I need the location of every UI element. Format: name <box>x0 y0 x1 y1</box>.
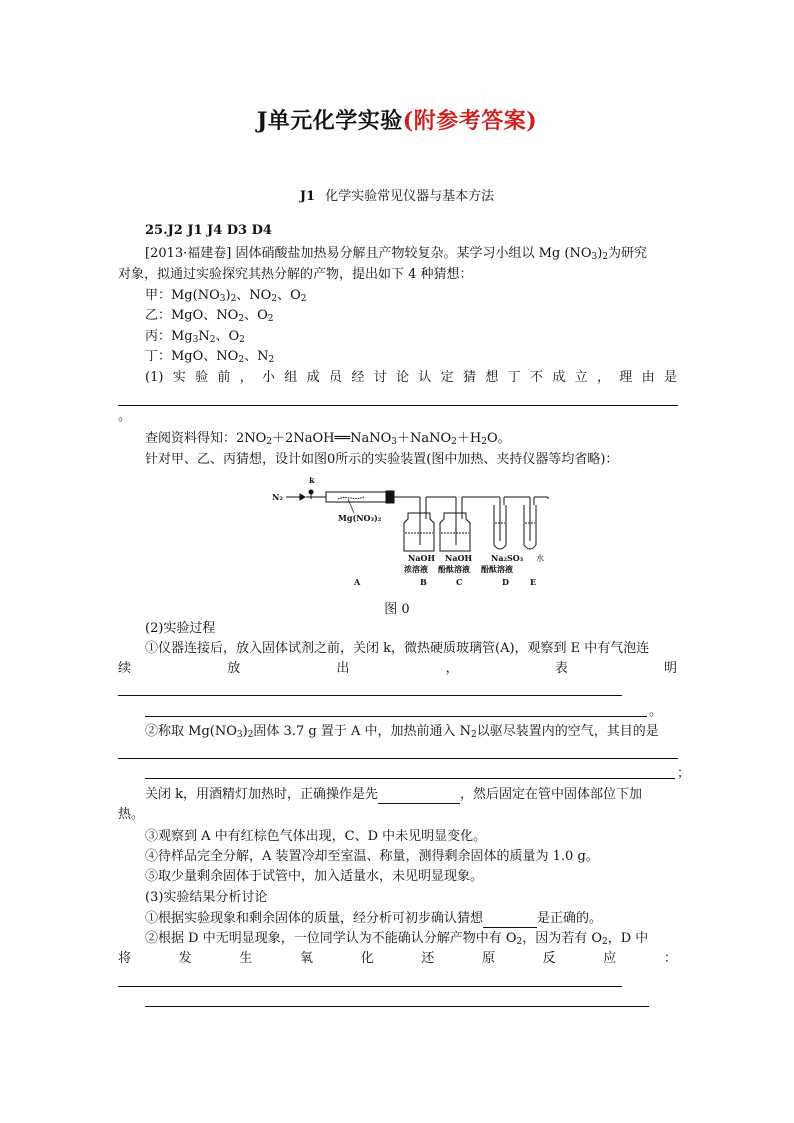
tube-stopper <box>386 491 394 503</box>
mg-label: Mg(NO₃)₂ <box>338 513 382 523</box>
answer-line-step1-b[interactable] <box>145 716 647 717</box>
label-B-1: NaOH <box>408 553 436 563</box>
intro-line-2: 对象，拟通过实验探究其热分解的产物，提出如下 4 种猜想： <box>118 267 473 282</box>
hard-glass-tube-A <box>326 492 386 502</box>
step-5: ⑤取少量剩余固体于试管中，加入适量水，未见明显现象。 <box>145 869 484 884</box>
valve-k-label: k <box>309 477 315 485</box>
intro-line-1: [2013·福建卷] 固体硝酸盐加热易分解且产物较复杂。某学习小组以 Mg $(NO_3)_2$为研究 <box>145 246 648 262</box>
mg-solid-sample <box>338 497 364 499</box>
step-3: ③观察到 A 中有红棕色气体出现，C、D 中未见明显变化。 <box>145 829 487 844</box>
analysis-title: (3)实验结果分析讨论 <box>145 890 268 905</box>
label-E-water: 水 <box>536 554 544 563</box>
guess-ding: 丁：MgO、$NO_2$、$N_2$ <box>145 349 275 365</box>
answer-line-step2-a[interactable] <box>118 758 678 759</box>
bottle-C <box>440 513 470 551</box>
step-1-line-2: 续 放 出 ， 表 明 <box>118 661 677 676</box>
letter-E: E <box>530 577 537 587</box>
answer-line-ana2-a[interactable] <box>118 986 622 987</box>
section-heading <box>0 185 794 204</box>
answer-line-q1[interactable] <box>118 405 678 406</box>
letter-D: D <box>502 577 509 587</box>
inlet-arrow-icon <box>300 494 305 500</box>
step-4: ④待样品完全分解，A 装置冷却至室温、称量，测得剩余固体的质量为 1.0 g。 <box>145 849 599 864</box>
label-C-1: NaOH <box>445 553 473 563</box>
guess-bing: 丙：$Mg_3N_2$、$O_2$ <box>145 329 245 345</box>
analysis-2-line-2: 将 发 生 氧 化 还 原 反 应 ： <box>118 951 677 966</box>
section-name: 化学实验常见仪器与基本方法 <box>325 189 495 204</box>
title-answer-note: (附参考答案) <box>402 108 538 134</box>
question-tags: 25.J2 J1 J4 D3 D4 <box>145 223 272 238</box>
figure-caption: 图 0 <box>384 602 410 617</box>
answer-line-step2-b[interactable] <box>145 778 675 779</box>
valve-k-icon <box>309 490 313 494</box>
guess-jia: 甲：$Mg(NO_3)_2$、$NO_2$、$O_2$ <box>145 288 307 304</box>
section-code: J1 <box>299 189 316 204</box>
step-2-end: ； <box>677 766 691 781</box>
blank-correct-guess[interactable] <box>483 913 537 928</box>
step-1-line-1: ①仪器连接后，放入固体试剂之前，关闭 k，微热硬质玻璃管(A)，观察到 E 中有气泡连 <box>145 641 650 656</box>
label-C-2: 酚酞溶液 <box>438 564 470 574</box>
step-2-next: 关闭 k，用酒精灯加热时，正确操作是先 ，然后固定在管中固体部位下加 <box>145 787 643 802</box>
reference-info: 查阅资料得知：$2NO_2+2NaOH══NaNO_3+NaNO_2+H_2O$。 <box>145 431 511 447</box>
document-title <box>0 104 794 135</box>
analysis-1: ①根据实验现象和剩余固体的质量，经分析可初步确认猜想 是正确的。 <box>145 911 603 926</box>
step-2-line: ②称取 $Mg(NO_3)_2$固体 3.7 g 置于 A 中，加热前通入 $N_2$以驱尽装置内的空气，其目的是 <box>145 724 659 740</box>
letter-B: B <box>420 577 427 587</box>
guess-yi: 乙：MgO、$NO_2$、$O_2$ <box>145 308 274 324</box>
q1-end: 。 <box>118 409 132 424</box>
blank-heating-step[interactable] <box>378 789 460 804</box>
label-B-2: 浓溶液 <box>404 564 428 574</box>
letter-C: C <box>456 577 463 587</box>
n2-label: N₂ <box>272 492 283 502</box>
label-D-2: 酚酞溶液 <box>481 564 513 574</box>
answer-line-ana2-b[interactable] <box>145 1006 649 1007</box>
letter-A: A <box>354 577 361 587</box>
step-1-end: 。 <box>649 704 663 719</box>
analysis-2: ②根据 D 中无明显现象，一位同学认为不能确认分解产物中有 $O_2$，因为若有 $O_2$，D 中 <box>145 931 649 947</box>
design-text: 针对甲、乙、丙猜想，设计如图0所示的实验装置(图中加热、夹持仪器等均省略)： <box>145 452 619 467</box>
process-title: (2)实验过程 <box>145 621 216 636</box>
question-1-line: (1) 实 验 前 ， 小 组 成 员 经 讨 论 认 定 猜 想 丁 不 成 立 ， 理 由 是 <box>145 370 677 385</box>
label-D-1: Na₂SO₃ <box>491 553 524 563</box>
title-main: J单元化学实验 <box>256 108 403 134</box>
apparatus-figure <box>268 477 558 589</box>
answer-line-step1-a[interactable] <box>118 695 622 696</box>
bottle-B <box>404 513 434 551</box>
step-2-next-tail: 热。 <box>118 807 145 822</box>
